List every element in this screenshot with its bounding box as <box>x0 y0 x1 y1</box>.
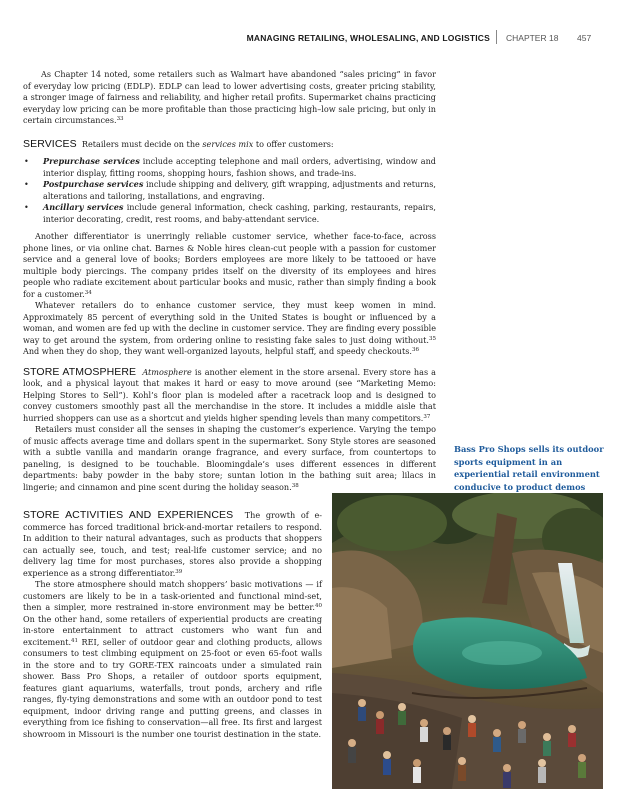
chapter-label: CHAPTER 18 <box>506 33 559 43</box>
store-photo <box>332 493 603 789</box>
photo-caption: Bass Pro Shops sells its outdoor sports equipment in an experiential retail environment conducive to product demos <box>454 444 604 492</box>
activities-paragraph-1: STORE ACTIVITIES AND EXPERIENCES The growth of e-commerce has forced traditional brick-and-mortar retailers to respond. In addition to their natural advantages, such as products that shoppers can actually see, touch, and test; real-life customer service; and no delivery lag time for most purchases, stores also provide a shopping experience as a strong differentiator.$^{39}$ <box>23 509 322 578</box>
atmosphere-paragraph-2: Retailers must consider all the senses in shaping the customer’s experience. Varying the tempo of music affects average time and dollars spent in the supermarket. Sony Style stores are seasoned with a subtle vanilla and mandarin orange fragrance, and every surface, from countertops to paneling, is designed to be touchable. Bloomingdale’s uses different essences in different departments: baby powder in the baby store; suntan lotion in the bathing suit area; lilacs in lingerie; and cinnamon and pine scent during the holiday season.$^{38}$ <box>23 424 436 492</box>
atmosphere-section <box>23 367 436 494</box>
services-lead: SERVICES Retailers must decide on the services mix to offer customers: <box>23 137 334 150</box>
atmosphere-paragraph-1: STORE ATMOSPHERE Atmosphere is another element in the store arsenal. Every store has a look, and a physical layout that makes it hard or easy to move around (see “Marketing Memo: Helping Stores to Sell”). Kohl’s floor plan is modeled after a racetrack loop and is designed to convey customers smoothly past all the merchandise in the store. It includes a middle aisle that hurried shoppers can use as a shortcut and yields higher spending levels than many competitors.$^{37}$ <box>23 365 436 423</box>
list-item: • Prepurchase services include accepting telephone and mail orders, advertising, window and interior display, fitting rooms, shopping hours, fashion shows, and trade-ins. <box>23 156 436 179</box>
activities-paragraph-2: The store atmosphere should match shoppers’ basic motivations — if customers are likely to be in a task-oriented and functional mind-set, then a simpler, more restrained in-store environment may be better.$^{40}$ On the other hand, some retailers of experiential products are creating in-store entertainment to attract customers who want fun and excitement.$^{41}$ REI, seller of outdoor gear and clothing products, allows consumers to test climbing equipment on 25-foot or even 65-foot walls in the store and to try GORE-TEX raincoats under a simulated rain shower. Bass Pro Shops, a retailer of outdoor sports equipment, features giant aquariums, waterfalls, trout ponds, archery and rifle ranges, fly-tying demonstrations and some with an outdoor pond to test equipment, indoor driving range and putting greens, and classes in everything from ice fishing to conservation—all free. Its first and largest showroom in Missouri is the number one tourist destination in the state. <box>23 579 323 739</box>
running-header-title: MANAGING RETAILING, WHOLESALING, AND LOGISTICS <box>246 33 490 43</box>
list-item: • Postpurchase services include shipping and delivery, gift wrapping, adjustments and returns, alterations and tailoring, installations, and engraving. <box>23 179 436 202</box>
narrow-column-text <box>23 510 322 740</box>
header-divider <box>496 30 497 44</box>
atmosphere-heading: STORE ATMOSPHERE <box>23 365 137 378</box>
services-section <box>23 139 436 358</box>
intro-paragraph: As Chapter 14 noted, some retailers such as Walmart have abandoned “sales pricing” in favor of everyday low pricing (EDLP). EDLP can lead to lower advertising costs, greater pricing stability, a stronger image of fairness and reliability, and higher retail profits. Supermarket chains practicing everyday low pricing can be more profitable than those practicing high–low sale pricing, but only in certain circumstances.$^{33}$ <box>23 69 436 125</box>
services-paragraph-1: Another differentiator is unerringly reliable customer service, whether face-to-face, across phone lines, or via online chat. Barnes & Noble hires clean-cut people with a passion for customer service and a general love of books; Borders employees are more likely to be tattooed or have multiple body piercings. The company prides itself on the diversity of its employees and hires people who radiate excitement about particular books and music, rather than simply finding a book for a customer.$^{34}$ <box>23 231 436 299</box>
page-number: 457 <box>577 33 592 43</box>
full-width-text <box>23 69 436 493</box>
services-paragraph-2: Whatever retailers do to enhance customer service, they must keep women in mind. Approximately 85 percent of everything sold in the United States is bought or influenced by a woman, and women are fed up with the decline in customer service. They are finding every possible way to get around the system, from ordering online to resisting fake sales to just doing without.$^{35}$ And when they do shop, they want well-organized layouts, helpful staff, and speedy checkouts.$^{36}$ <box>23 300 436 356</box>
services-list <box>23 156 436 225</box>
list-item: • Ancillary services include general information, check cashing, parking, restaurants, repairs, interior decorating, credit, rest rooms, and baby-attendant service. <box>23 202 436 225</box>
activities-heading: STORE ACTIVITIES AND EXPERIENCES <box>23 509 234 521</box>
services-heading: SERVICES <box>23 137 77 150</box>
running-header <box>0 30 623 48</box>
